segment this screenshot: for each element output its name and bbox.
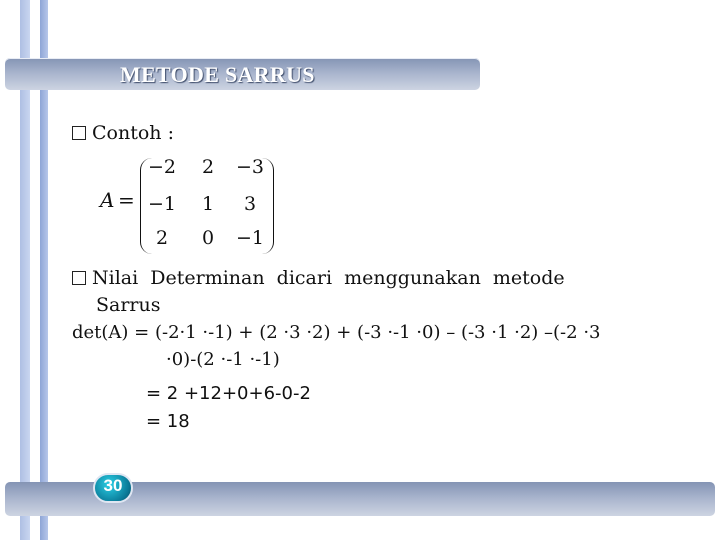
- nilai-line-1: [72, 266, 565, 290]
- matrix-cell: −3: [235, 156, 264, 178]
- matrix-equals: =: [118, 188, 135, 212]
- matrix-cell: 0: [201, 227, 215, 249]
- calc-line-2: ·0)-(2 ·-1 ·-1): [166, 349, 280, 370]
- matrix-cell: 2: [155, 227, 169, 249]
- page-number: 30: [103, 476, 123, 495]
- matrix-label: A: [100, 188, 115, 212]
- contoh-text: Contoh :: [92, 122, 174, 144]
- calc-line-4: = 18: [146, 411, 190, 432]
- slide-title: METODE SARRUS: [120, 62, 315, 87]
- matrix-cell: −1: [235, 227, 264, 249]
- contoh-line: [72, 121, 174, 145]
- matrix-cell: 3: [243, 193, 257, 215]
- checkbox-bullet-icon: [72, 126, 86, 140]
- matrix-cell: 2: [201, 156, 215, 178]
- calc-line-3: = 2 +12+0+6-0-2: [146, 383, 311, 404]
- nilai-text-1: Nilai Determinan dicari menggunakan metode: [92, 267, 565, 289]
- matrix-cell: −2: [147, 156, 176, 178]
- checkbox-bullet-icon: [72, 271, 86, 285]
- calc-line-1: det(A) = (-2·1 ·-1) + (2 ·3 ·2) + (-3 ·-1 ·0) – (-3 ·1 ·2) –(-2 ·3: [72, 322, 601, 343]
- matrix-cell: 1: [201, 193, 215, 215]
- matrix-cell: −1: [147, 193, 176, 215]
- nilai-line-2: Sarrus: [96, 294, 161, 316]
